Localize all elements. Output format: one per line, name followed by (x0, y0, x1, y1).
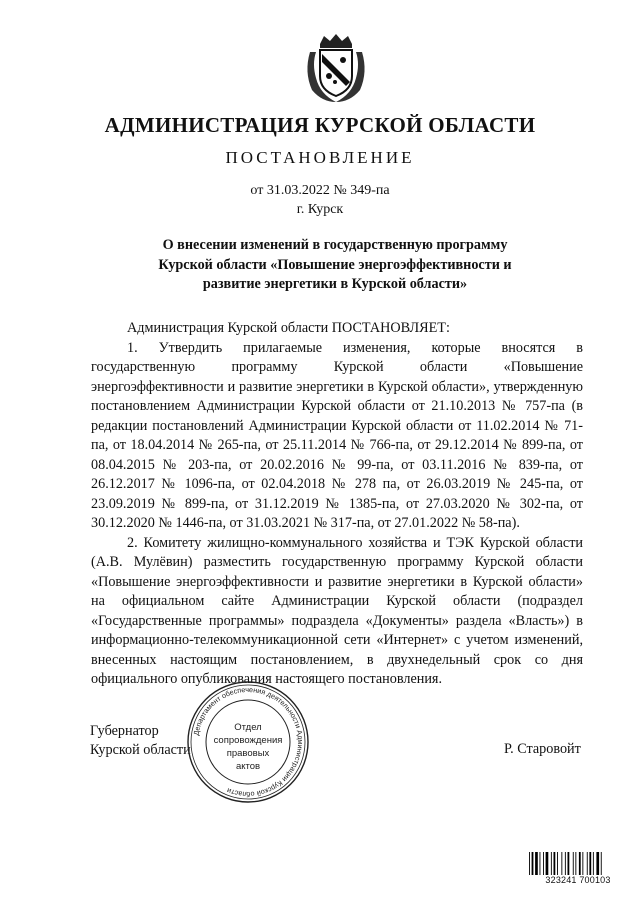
title-line: О внесении изменений в государственную программу (162, 237, 508, 253)
stamp-line: правовых (226, 748, 270, 759)
official-stamp (186, 680, 310, 804)
stamp-line: сопровождения (213, 735, 283, 746)
body-paragraph-1: 1. Утвердить прилагаемые изменения, которые вносятся в государственную программу Курской области «Повышение энергоэффективности и развитие энергетики в Курской области», утвержденную постановлением Администрации Курской области от 21.10.2013 № 757-па (в редакции постановлений Администрации Курской области от 11.02.2014 № 71-па, от 18.04.2014 № 265-па, от 25.11.2014 № 766-па, от 29.12.2014 № 899-па, от 08.04.2015 № 203-па, от 20.02.2016 № 99-па, от 03.11.2016 № 839-па, от 26.12.2017 № 1096-па, от 02.04.2018 № 278 па, от 26.03.2019 № 245-па, от 23.09.2019 № 899-па, от 31.12.2019 № 1385-па, от 27.03.2020 № 302-па, от 30.12.2020 № 1446-па, от 31.03.2021 № 317-па, от 27.01.2022 № 58-па). (91, 339, 583, 531)
document-city: г. Курск (296, 202, 344, 217)
stamp-line: Отдел (234, 722, 262, 733)
document-date-number: от 31.03.2022 № 349-па (250, 183, 390, 198)
signatory-position-line: Курской области (90, 742, 191, 758)
document-title (150, 236, 520, 295)
barcode (528, 852, 628, 886)
coat-of-arms-icon (302, 32, 370, 104)
body-intro: Администрация Курской области ПОСТАНОВЛЯЕТ: (127, 320, 450, 336)
title-line: развитие энергетики в Курской области» (202, 276, 468, 292)
document-type: ПОСТАНОВЛЕНИЕ (225, 148, 415, 167)
document-body (91, 319, 583, 690)
stamp-ring-text: Департамент обеспечения деятельности Администрации Курской области (191, 684, 306, 800)
stamp-line: актов (235, 761, 261, 772)
body-paragraph-2: 2. Комитету жилищно-коммунального хозяйства и ТЭК Курской области (А.В. Мулёвин) разместить государственную программу Курской области «Повышение энергоэффективности и развитие энергетики в Курской области» на официальном сайте Администрации Курской области (подраздел «Государственные программы» подраздела «Документы» раздела «Власть») в информационно-телекоммуникационной сети «Интернет» с учетом изменений, внесенных настоящим постановлением, в двухнедельный срок со дня официального опубликования настоящего постановления. (91, 534, 583, 687)
barcode-number: 323241 700103 (528, 875, 628, 885)
signatory-name: Р. Старовойт (504, 741, 581, 757)
signatory-position (90, 722, 191, 760)
signatory-position-line: Губернатор (90, 723, 159, 739)
organization-name: АДМИНИСТРАЦИЯ КУРСКОЙ ОБЛАСТИ (104, 113, 536, 137)
title-line: Курской области «Повышение энергоэффективности и (158, 256, 512, 273)
